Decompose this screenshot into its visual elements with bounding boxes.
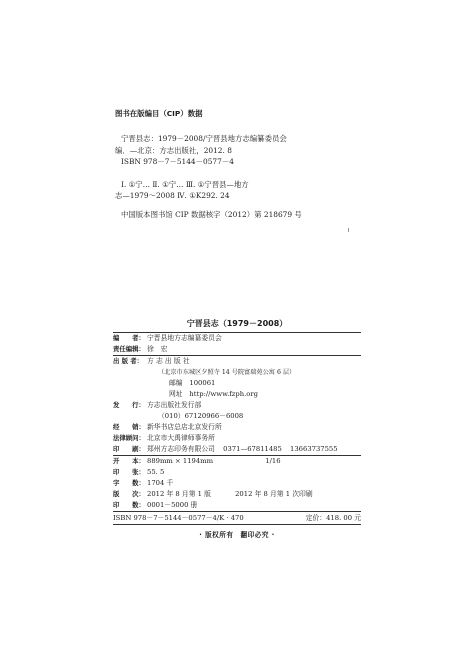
printing-value: 2012 年 8 月第 1 次印刷 <box>235 490 313 498</box>
word-count-value: 1704 千 <box>147 479 174 487</box>
print-run-label: 印 数： <box>113 501 145 509</box>
publisher-address: （北京市东城区夕照寺 14 号院富瑞苑公寓 6 层） <box>158 369 296 376</box>
responsible-editor-row <box>113 344 361 355</box>
format-label: 开 本： <box>113 457 145 465</box>
distributor-row <box>113 400 361 411</box>
format-extra: 1/16 <box>265 457 281 465</box>
printer-phone-1: 0371—67811485 <box>223 445 282 453</box>
seller-row <box>113 422 361 433</box>
sheets-label: 印 张： <box>113 468 145 476</box>
cip-subject-line-1: Ⅰ. ①宁… Ⅱ. ①宁… Ⅲ. ①宁晋县—地方 <box>121 179 249 189</box>
word-count-row <box>113 478 361 489</box>
colophon-bottom-rule <box>113 524 361 525</box>
sheets-row <box>113 467 361 478</box>
cip-subject-line-2: 志—1979～2008 Ⅳ. ①K292. 24 <box>115 191 230 201</box>
editor-label: 编 者： <box>113 334 145 342</box>
isbn-full: ISBN 978－7－5144－0577－4/K · 470 <box>113 514 244 522</box>
distributor-value: 方志出版社发行部 <box>147 401 202 409</box>
cip-entry-line-1: 宁晋县志：1979－2008/宁晋县地方志编纂委员会 <box>121 134 287 144</box>
printer-value: 郑州方志印务有限公司 <box>147 445 215 453</box>
cip-isbn: ISBN 978－7－5144－0577－4 <box>121 157 234 167</box>
colophon-title: 宁晋县志（1979－2008） <box>186 319 288 328</box>
editor-value: 宁晋县地方志编纂委员会 <box>147 334 222 342</box>
margin-mark <box>348 228 349 232</box>
legal-counsel-row <box>113 433 361 444</box>
publisher-label: 出 版 者： <box>113 357 144 365</box>
printer-row <box>113 444 361 455</box>
cip-entry <box>115 133 415 167</box>
print-run-value: 0001－5000 册 <box>147 501 198 509</box>
format-row <box>113 456 361 467</box>
price: 定价：418. 00 元 <box>305 514 361 522</box>
cip-heading: 图书在版编目（CIP）数据 <box>115 109 203 118</box>
isbn-price-row <box>113 512 361 524</box>
seller-value: 新华书店总店北京发行所 <box>147 423 222 431</box>
cip-subjects <box>115 179 415 202</box>
editor-row <box>113 333 361 344</box>
responsible-editor-label: 责任编辑： <box>113 345 145 353</box>
edition-value: 2012 年 8 月第 1 版 <box>147 490 211 498</box>
publisher-row <box>113 356 361 367</box>
cip-record-number: 中国版本图书馆 CIP 数据核字（2012）第 218679 号 <box>121 209 302 219</box>
seller-label: 经 销： <box>113 423 145 431</box>
printer-phone-2: 13663737555 <box>290 445 338 453</box>
distributor-phone: （010）67120966－6008 <box>158 412 244 420</box>
sheets-value: 55. 5 <box>147 468 165 476</box>
responsible-editor-value: 徐 宏 <box>147 345 168 353</box>
edition-row <box>113 489 361 500</box>
publisher-website: 网址 http://www.fzph.org <box>169 390 258 398</box>
printer-label: 印 刷： <box>113 445 145 453</box>
format-value: 889mm × 1194mm <box>147 457 214 465</box>
edition-label: 版 次： <box>113 490 145 498</box>
publisher-postcode: 邮编 100061 <box>169 379 216 387</box>
cip-data-block <box>115 108 415 220</box>
distributor-label: 发 行： <box>113 401 145 409</box>
colophon-block <box>113 318 361 539</box>
legal-counsel-value: 北京市大禹律师事务所 <box>147 434 215 442</box>
legal-counsel-label: 法律顾问： <box>113 434 145 442</box>
cip-entry-line-2: 编．—北京：方志出版社，2012. 8 <box>115 145 232 155</box>
publisher-value: 方 志 出 版 社 <box>147 357 190 365</box>
copyright-notice: · 版权所有 翻印必究 · <box>199 531 275 539</box>
print-run-row <box>113 500 361 511</box>
word-count-label: 字 数： <box>113 479 145 487</box>
